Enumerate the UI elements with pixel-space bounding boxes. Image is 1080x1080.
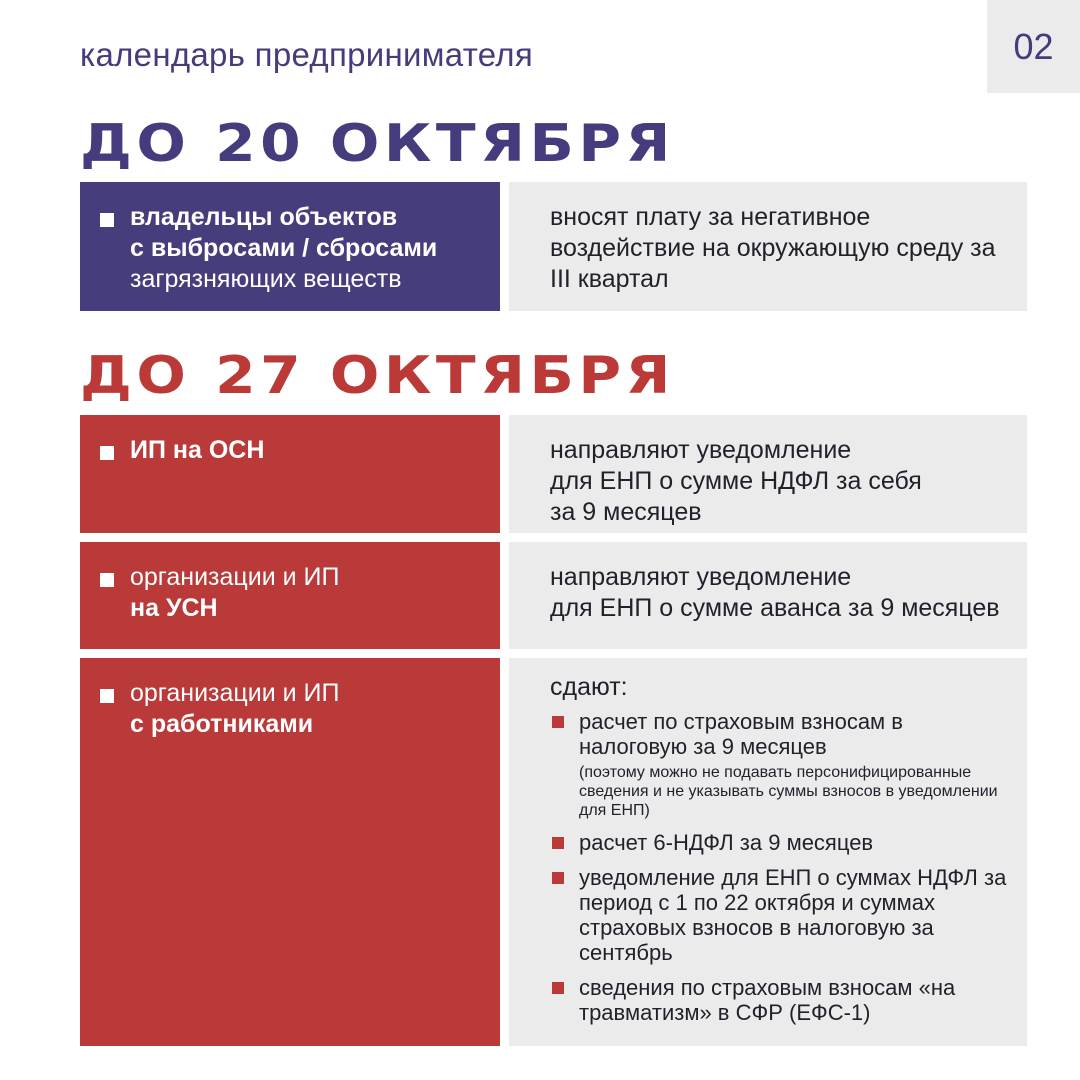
who-bold: ИП на ОСН	[130, 436, 265, 464]
list-item	[550, 709, 1007, 820]
what-text: направляют уведомление для ЕНП о сумме аванса за 9 месяцев	[550, 563, 1000, 622]
list-item-note: (поэтому можно не подавать персонифицированные сведения и не указывать суммы взносов в уведомлении для ЕНП)	[579, 764, 998, 819]
what-text: направляют уведомление для ЕНП о сумме НДФЛ за себя за 9 месяцев	[550, 436, 922, 526]
who-cell-ip-osn	[80, 415, 500, 533]
page-title: календарь предпринимателя	[80, 36, 534, 73]
submission-list	[550, 709, 1007, 1025]
square-bullet-icon	[100, 689, 114, 703]
who-cell-usn	[80, 542, 500, 649]
who-bold: с работниками	[130, 710, 314, 738]
what-cell-emissions	[509, 182, 1027, 311]
list-item-text: уведомление для ЕНП о суммах НДФЛ за период с 1 по 22 октября и суммах страховых взносов в налоговую за сентябрь	[579, 865, 1007, 965]
date-heading-oct-20: ДО 20 ОКТЯБРЯ	[80, 114, 675, 174]
who-bold: на УСН	[130, 594, 218, 622]
square-bullet-icon	[552, 716, 564, 728]
square-bullet-icon	[100, 573, 114, 587]
who-regular: загрязняющих веществ	[130, 265, 402, 293]
who-regular: организации и ИП	[130, 563, 340, 591]
square-bullet-icon	[552, 982, 564, 994]
list-item	[550, 975, 1007, 1025]
who-cell-employers	[80, 658, 500, 1046]
what-cell-usn	[509, 542, 1027, 649]
square-bullet-icon	[552, 872, 564, 884]
who-regular: организации и ИП	[130, 679, 340, 707]
list-item	[550, 865, 1007, 965]
what-intro: сдают:	[550, 673, 628, 701]
square-bullet-icon	[100, 213, 114, 227]
what-text: вносят плату за негативное воздействие на окружающую среду за III квартал	[550, 203, 996, 293]
what-cell-employers	[509, 658, 1027, 1046]
who-bold: владельцы объектов с выбросами / сбросами	[130, 203, 438, 262]
list-item	[550, 830, 1007, 855]
list-item-text: расчет по страховым взносам в налоговую за 9 месяцев	[579, 709, 903, 759]
list-item-text: расчет 6-НДФЛ за 9 месяцев	[579, 830, 874, 855]
square-bullet-icon	[100, 446, 114, 460]
page-number: 02	[987, 0, 1080, 93]
what-cell-ip-osn	[509, 415, 1027, 533]
who-cell-emissions	[80, 182, 500, 311]
list-item-text: сведения по страховым взносам «на травматизм» в СФР (ЕФС-1)	[579, 975, 956, 1025]
date-heading-oct-27: ДО 27 ОКТЯБРЯ	[80, 346, 675, 406]
square-bullet-icon	[552, 837, 564, 849]
